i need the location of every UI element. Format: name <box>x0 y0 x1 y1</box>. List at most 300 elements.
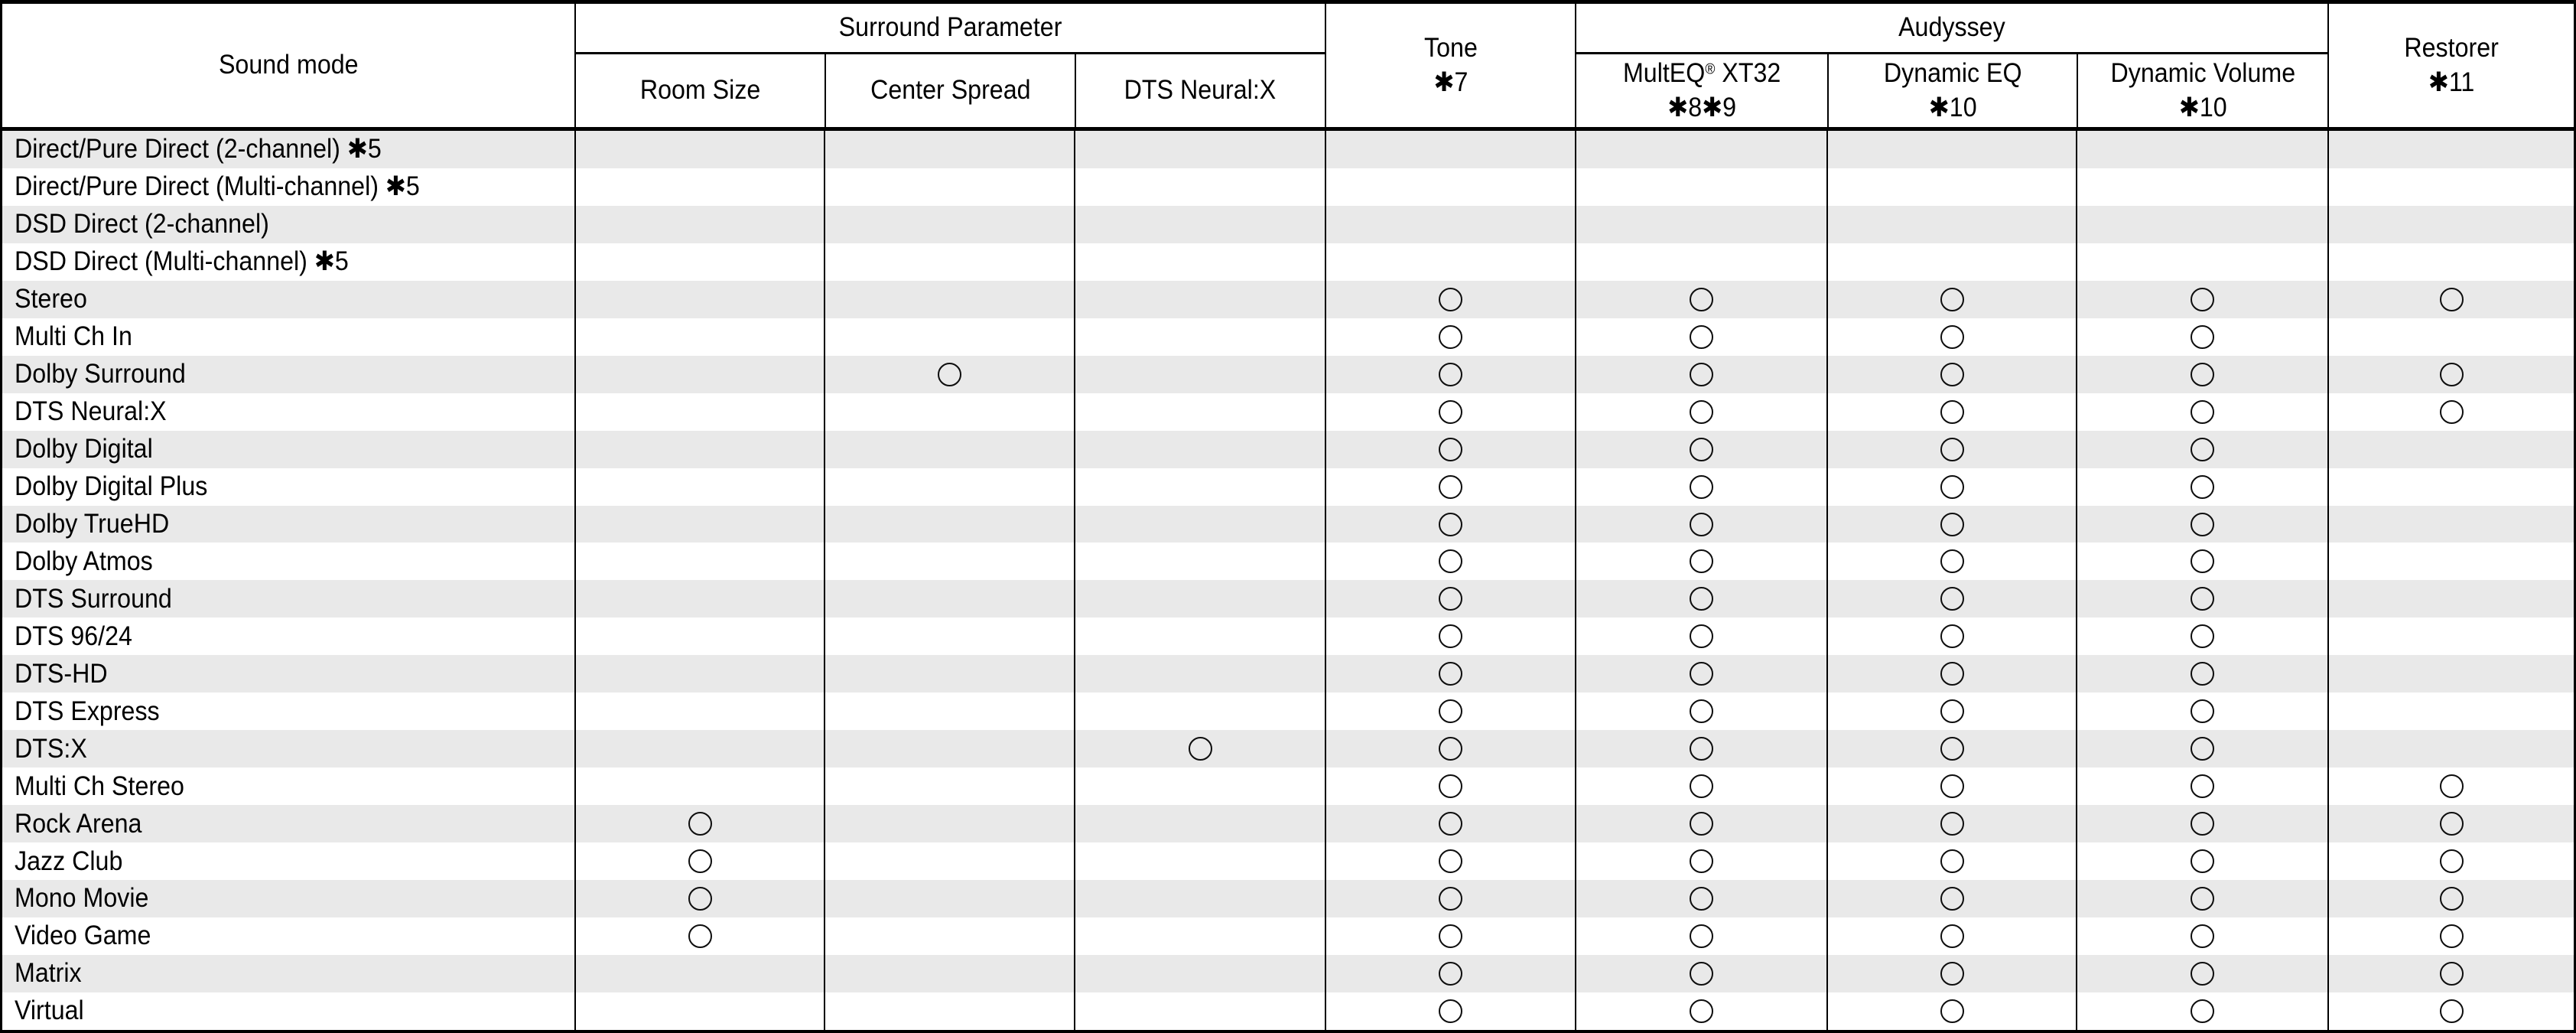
circle-mark <box>1439 887 1462 911</box>
cell-multeq-xt32 <box>1575 356 1826 393</box>
table-row <box>2 131 2574 168</box>
table-row <box>2 506 2574 543</box>
cell-restorer <box>2327 468 2574 506</box>
cell-multeq-xt32 <box>1575 955 1826 992</box>
circle-mark <box>2191 887 2214 911</box>
circle-mark <box>1940 849 1964 873</box>
cell-center-spread <box>824 992 1074 1030</box>
circle-mark <box>2440 812 2464 836</box>
circle-mark <box>1690 513 1713 536</box>
circle-mark <box>1439 924 1462 948</box>
table-row <box>2 917 2574 955</box>
table-row <box>2 318 2574 356</box>
cell-dts-neural-x <box>1074 805 1325 842</box>
cell-restorer <box>2327 992 2574 1030</box>
cell-dynamic-eq <box>1826 805 2076 842</box>
circle-mark <box>2440 363 2464 386</box>
cell-restorer <box>2327 805 2574 842</box>
circle-mark <box>2191 475 2214 499</box>
sound-mode-label: Dolby Atmos <box>15 546 153 576</box>
table-row <box>2 805 2574 842</box>
cell-dts-neural-x <box>1074 842 1325 880</box>
table-row <box>2 655 2574 692</box>
cell-dynamic-volume <box>2076 955 2327 992</box>
cell-restorer <box>2327 692 2574 730</box>
cell-dts-neural-x <box>1074 318 1325 356</box>
sound-mode-cell <box>2 692 574 730</box>
cell-center-spread <box>824 356 1074 393</box>
table-row <box>2 543 2574 580</box>
cell-dts-neural-x <box>1074 281 1325 318</box>
circle-mark <box>1940 924 1964 948</box>
cell-room-size <box>574 318 824 356</box>
cell-room-size <box>574 992 824 1030</box>
sound-mode-cell <box>2 168 574 206</box>
cell-dynamic-eq <box>1826 506 2076 543</box>
circle-mark <box>1940 475 1964 499</box>
cell-restorer <box>2327 281 2574 318</box>
cell-room-size <box>574 767 824 805</box>
circle-mark <box>1690 699 1713 723</box>
sound-mode-label: Multi Ch In <box>15 321 132 352</box>
sound-mode-label: Multi Ch Stereo <box>15 771 184 801</box>
cell-dynamic-volume <box>2076 992 2327 1030</box>
cell-dts-neural-x <box>1074 543 1325 580</box>
header-tone <box>1325 4 1575 127</box>
cell-dynamic-eq <box>1826 281 2076 318</box>
cell-dynamic-eq <box>1826 692 2076 730</box>
registered-trademark-symbol: ® <box>1705 61 1716 78</box>
cell-dynamic-eq <box>1826 730 2076 767</box>
cell-dts-neural-x <box>1074 506 1325 543</box>
cell-dynamic-volume <box>2076 393 2327 431</box>
circle-mark <box>1690 587 1713 611</box>
cell-multeq-xt32 <box>1575 655 1826 692</box>
circle-mark <box>938 363 961 386</box>
cell-tone <box>1325 692 1575 730</box>
circle-mark <box>1690 924 1713 948</box>
header-restorer <box>2327 4 2574 127</box>
cell-tone <box>1325 655 1575 692</box>
cell-restorer <box>2327 318 2574 356</box>
circle-mark <box>1439 325 1462 349</box>
cell-dts-neural-x <box>1074 655 1325 692</box>
circle-mark <box>1940 513 1964 536</box>
cell-dynamic-eq <box>1826 880 2076 917</box>
cell-dts-neural-x <box>1074 131 1325 168</box>
sound-mode-label: DTS:X <box>15 733 87 764</box>
cell-dynamic-eq <box>1826 206 2076 243</box>
cell-multeq-xt32 <box>1575 880 1826 917</box>
cell-multeq-xt32 <box>1575 543 1826 580</box>
cell-multeq-xt32 <box>1575 692 1826 730</box>
header-tone-note: ✱7 <box>1433 67 1468 97</box>
circle-mark <box>2191 624 2214 648</box>
circle-mark <box>1940 774 1964 798</box>
circle-mark <box>1439 849 1462 873</box>
cell-dynamic-volume <box>2076 318 2327 356</box>
sound-mode-label: Dolby TrueHD <box>15 508 170 539</box>
table-row <box>2 767 2574 805</box>
cell-center-spread <box>824 206 1074 243</box>
cell-dynamic-volume <box>2076 468 2327 506</box>
cell-room-size <box>574 692 824 730</box>
cell-tone <box>1325 543 1575 580</box>
header-room-size-label: Room Size <box>639 75 761 106</box>
cell-tone <box>1325 318 1575 356</box>
header-dynamic-eq <box>1827 54 2076 127</box>
cell-dts-neural-x <box>1074 917 1325 955</box>
cell-restorer <box>2327 356 2574 393</box>
sound-mode-cell <box>2 281 574 318</box>
cell-room-size <box>574 805 824 842</box>
circle-mark <box>1439 737 1462 761</box>
sound-mode-label: DSD Direct (2-channel) <box>15 209 269 240</box>
cell-dts-neural-x <box>1074 730 1325 767</box>
cell-tone <box>1325 131 1575 168</box>
cell-restorer <box>2327 206 2574 243</box>
cell-tone <box>1325 580 1575 618</box>
cell-restorer <box>2327 767 2574 805</box>
header-surround-parameter <box>576 4 1325 54</box>
cell-tone <box>1325 767 1575 805</box>
sound-mode-cell <box>2 805 574 842</box>
cell-tone <box>1325 880 1575 917</box>
circle-mark <box>1940 962 1964 986</box>
cell-dynamic-volume <box>2076 730 2327 767</box>
cell-dynamic-volume <box>2076 168 2327 206</box>
sound-mode-label: DTS Surround <box>15 583 172 614</box>
cell-multeq-xt32 <box>1575 917 1826 955</box>
circle-mark <box>2191 999 2214 1023</box>
circle-mark <box>688 812 712 836</box>
cell-dynamic-volume <box>2076 580 2327 618</box>
cell-dts-neural-x <box>1074 393 1325 431</box>
cell-room-size <box>574 618 824 655</box>
cell-center-spread <box>824 730 1074 767</box>
cell-multeq-xt32 <box>1575 281 1826 318</box>
cell-tone <box>1325 431 1575 468</box>
sound-mode-cell <box>2 767 574 805</box>
header-dynamic-eq-line1: Dynamic EQ <box>1883 58 2022 89</box>
cell-tone <box>1325 356 1575 393</box>
cell-dynamic-volume <box>2076 206 2327 243</box>
header-center-spread <box>825 54 1074 127</box>
cell-dts-neural-x <box>1074 880 1325 917</box>
circle-mark <box>2440 962 2464 986</box>
cell-dynamic-volume <box>2076 543 2327 580</box>
circle-mark <box>1690 400 1713 424</box>
cell-multeq-xt32 <box>1575 168 1826 206</box>
circle-mark <box>1690 288 1713 311</box>
cell-dynamic-eq <box>1826 431 2076 468</box>
header-surround-parameter-label: Surround Parameter <box>838 12 1062 43</box>
table-row <box>2 580 2574 618</box>
cell-restorer <box>2327 131 2574 168</box>
cell-tone <box>1325 730 1575 767</box>
cell-multeq-xt32 <box>1575 393 1826 431</box>
sound-mode-label: DTS-HD <box>15 658 108 689</box>
circle-mark <box>1940 737 1964 761</box>
circle-mark <box>1189 737 1212 761</box>
cell-room-size <box>574 393 824 431</box>
cell-dynamic-eq <box>1826 393 2076 431</box>
cell-dynamic-eq <box>1826 992 2076 1030</box>
cell-center-spread <box>824 318 1074 356</box>
sound-mode-label: DTS Neural:X <box>15 396 167 427</box>
table-row <box>2 955 2574 992</box>
cell-dynamic-eq <box>1826 168 2076 206</box>
table-row <box>2 880 2574 917</box>
circle-mark <box>2191 438 2214 461</box>
header-dynamic-volume <box>2077 54 2327 127</box>
cell-dynamic-eq <box>1826 318 2076 356</box>
circle-mark <box>2191 325 2214 349</box>
cell-restorer <box>2327 168 2574 206</box>
sound-mode-label: DTS Express <box>15 696 160 726</box>
sound-mode-cell <box>2 131 574 168</box>
cell-room-size <box>574 168 824 206</box>
cell-center-spread <box>824 917 1074 955</box>
circle-mark <box>1439 774 1462 798</box>
cell-center-spread <box>824 243 1074 281</box>
header-sound-mode-label: Sound mode <box>218 50 359 80</box>
circle-mark <box>1690 363 1713 386</box>
cell-dynamic-eq <box>1826 917 2076 955</box>
circle-mark <box>1439 962 1462 986</box>
cell-tone <box>1325 281 1575 318</box>
circle-mark <box>1439 363 1462 386</box>
sound-mode-cell <box>2 356 574 393</box>
circle-mark <box>1690 849 1713 873</box>
sound-mode-cell <box>2 880 574 917</box>
circle-mark <box>2191 662 2214 686</box>
circle-mark <box>1690 887 1713 911</box>
cell-dynamic-volume <box>2076 917 2327 955</box>
sound-mode-label: DSD Direct (Multi-channel) ✱5 <box>15 246 349 277</box>
circle-mark <box>1439 699 1462 723</box>
cell-multeq-xt32 <box>1575 506 1826 543</box>
cell-dts-neural-x <box>1074 431 1325 468</box>
sound-mode-label: Video Game <box>15 921 151 951</box>
sound-mode-label: Dolby Digital Plus <box>15 471 208 501</box>
sound-mode-cell <box>2 655 574 692</box>
cell-room-size <box>574 431 824 468</box>
table-row <box>2 692 2574 730</box>
header-group-surround-parameter <box>574 4 1325 127</box>
cell-room-size <box>574 281 824 318</box>
circle-mark <box>1690 325 1713 349</box>
cell-center-spread <box>824 842 1074 880</box>
cell-dynamic-eq <box>1826 842 2076 880</box>
table-row <box>2 206 2574 243</box>
header-multeq-xt32 <box>1576 54 1827 127</box>
circle-mark <box>1690 962 1713 986</box>
cell-dynamic-eq <box>1826 356 2076 393</box>
circle-mark <box>2191 400 2214 424</box>
cell-dynamic-volume <box>2076 767 2327 805</box>
circle-mark <box>1940 587 1964 611</box>
table-row <box>2 393 2574 431</box>
cell-multeq-xt32 <box>1575 730 1826 767</box>
header-restorer-label <box>2404 31 2498 99</box>
circle-mark <box>1439 438 1462 461</box>
header-dynamic-eq-label <box>1884 57 2022 124</box>
cell-dynamic-volume <box>2076 842 2327 880</box>
header-audyssey-label: Audyssey <box>1898 12 2005 43</box>
cell-dts-neural-x <box>1074 692 1325 730</box>
cell-restorer <box>2327 393 2574 431</box>
cell-center-spread <box>824 431 1074 468</box>
circle-mark <box>1439 999 1462 1023</box>
cell-room-size <box>574 243 824 281</box>
sound-mode-cell <box>2 506 574 543</box>
cell-dynamic-volume <box>2076 805 2327 842</box>
cell-restorer <box>2327 655 2574 692</box>
header-tone-label <box>1424 31 1478 99</box>
cell-center-spread <box>824 281 1074 318</box>
sound-mode-label: Matrix <box>15 958 82 989</box>
cell-center-spread <box>824 692 1074 730</box>
cell-center-spread <box>824 506 1074 543</box>
sound-mode-cell <box>2 431 574 468</box>
cell-dynamic-eq <box>1826 131 2076 168</box>
circle-mark <box>1940 438 1964 461</box>
circle-mark <box>1439 513 1462 536</box>
cell-dynamic-volume <box>2076 692 2327 730</box>
circle-mark <box>1690 624 1713 648</box>
sound-mode-cell <box>2 468 574 506</box>
table-row <box>2 842 2574 880</box>
header-room-size <box>576 54 825 127</box>
header-dynamic-volume-line1: Dynamic Volume <box>2110 58 2295 89</box>
cell-dynamic-volume <box>2076 243 2327 281</box>
sound-mode-label: Mono Movie <box>15 883 149 914</box>
circle-mark <box>2440 849 2464 873</box>
table-row <box>2 431 2574 468</box>
sound-mode-label: Dolby Surround <box>15 359 186 389</box>
cell-dynamic-eq <box>1826 243 2076 281</box>
circle-mark <box>1940 325 1964 349</box>
cell-restorer <box>2327 543 2574 580</box>
cell-restorer <box>2327 917 2574 955</box>
cell-center-spread <box>824 131 1074 168</box>
cell-dynamic-eq <box>1826 468 2076 506</box>
circle-mark <box>1439 662 1462 686</box>
circle-mark <box>2191 737 2214 761</box>
cell-center-spread <box>824 767 1074 805</box>
cell-center-spread <box>824 618 1074 655</box>
cell-dynamic-volume <box>2076 655 2327 692</box>
cell-dts-neural-x <box>1074 992 1325 1030</box>
sound-mode-cell <box>2 393 574 431</box>
cell-tone <box>1325 992 1575 1030</box>
circle-mark <box>1940 699 1964 723</box>
circle-mark <box>1940 662 1964 686</box>
cell-dynamic-eq <box>1826 767 2076 805</box>
cell-tone <box>1325 393 1575 431</box>
header-dynamic-volume-note: ✱10 <box>2178 92 2227 122</box>
cell-center-spread <box>824 805 1074 842</box>
header-group-audyssey <box>1575 4 2327 127</box>
circle-mark <box>2440 774 2464 798</box>
circle-mark <box>1690 774 1713 798</box>
cell-dynamic-eq <box>1826 955 2076 992</box>
cell-dynamic-volume <box>2076 281 2327 318</box>
header-sound-mode <box>2 4 574 127</box>
cell-tone <box>1325 243 1575 281</box>
cell-dts-neural-x <box>1074 767 1325 805</box>
cell-dynamic-volume <box>2076 506 2327 543</box>
circle-mark <box>1940 624 1964 648</box>
cell-room-size <box>574 206 824 243</box>
header-audyssey <box>1576 4 2327 54</box>
sound-mode-label: Jazz Club <box>15 846 123 876</box>
cell-dts-neural-x <box>1074 468 1325 506</box>
cell-restorer <box>2327 730 2574 767</box>
circle-mark <box>1439 475 1462 499</box>
cell-tone <box>1325 955 1575 992</box>
circle-mark <box>1690 438 1713 461</box>
cell-dts-neural-x <box>1074 356 1325 393</box>
circle-mark <box>2191 513 2214 536</box>
header-multeq-line1 <box>1623 58 1781 88</box>
sound-mode-label: Direct/Pure Direct (Multi-channel) ✱5 <box>15 171 420 202</box>
table-row <box>2 468 2574 506</box>
circle-mark <box>1439 400 1462 424</box>
circle-mark <box>2191 549 2214 573</box>
circle-mark <box>688 849 712 873</box>
cell-dynamic-volume <box>2076 431 2327 468</box>
table-row <box>2 356 2574 393</box>
sound-mode-cell <box>2 543 574 580</box>
cell-dynamic-eq <box>1826 543 2076 580</box>
sound-mode-label: DTS 96/24 <box>15 621 132 651</box>
cell-multeq-xt32 <box>1575 992 1826 1030</box>
cell-dynamic-eq <box>1826 655 2076 692</box>
circle-mark <box>1439 288 1462 311</box>
sound-mode-label: Direct/Pure Direct (2-channel) ✱5 <box>15 134 382 165</box>
circle-mark <box>1940 999 1964 1023</box>
table-row <box>2 281 2574 318</box>
header-dynamic-eq-note: ✱10 <box>1928 92 1977 122</box>
header-dynamic-volume-label <box>2110 57 2295 124</box>
cell-restorer <box>2327 955 2574 992</box>
cell-tone <box>1325 805 1575 842</box>
circle-mark <box>2191 812 2214 836</box>
circle-mark <box>2191 587 2214 611</box>
circle-mark <box>1940 812 1964 836</box>
sound-mode-cell <box>2 243 574 281</box>
sound-mode-label: Rock Arena <box>15 808 142 839</box>
circle-mark <box>1690 662 1713 686</box>
sound-mode-cell <box>2 842 574 880</box>
circle-mark <box>1940 363 1964 386</box>
header-audyssey-subrow <box>1576 54 2327 127</box>
circle-mark <box>2440 999 2464 1023</box>
header-multeq-label <box>1623 57 1781 124</box>
cell-center-spread <box>824 955 1074 992</box>
header-multeq-note: ✱8✱9 <box>1667 92 1737 122</box>
sound-mode-label: Dolby Digital <box>15 434 153 464</box>
cell-tone <box>1325 168 1575 206</box>
header-tone-line1: Tone <box>1423 33 1478 64</box>
circle-mark <box>2440 887 2464 911</box>
cell-center-spread <box>824 168 1074 206</box>
circle-mark <box>2191 962 2214 986</box>
cell-restorer <box>2327 506 2574 543</box>
circle-mark <box>1690 475 1713 499</box>
